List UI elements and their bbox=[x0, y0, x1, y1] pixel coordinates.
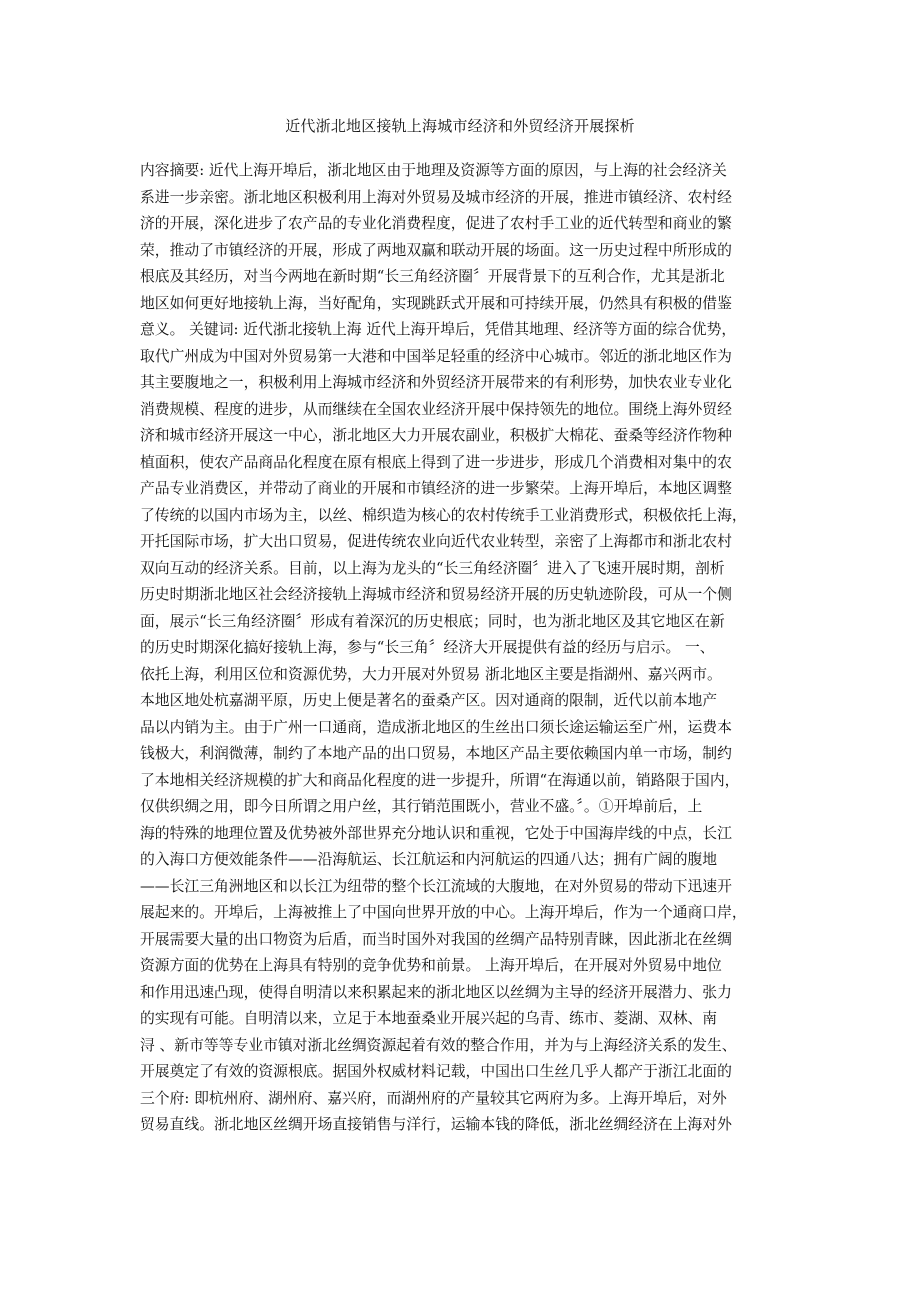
body-line: 开展需要大量的出口物资为后盾，而当时国外对我国的丝绸产品特别青睐，因此浙北在丝绸 bbox=[140, 930, 732, 948]
body-line: 内容摘要: 近代上海开埠后，浙北地区由于地理及资源等方面的原因，与上海的社会经济关 bbox=[140, 162, 727, 179]
body-line: 的历史时期深化搞好接轨上海，参与“长三角〞经济大开展提供有益的经历与启示。 一、 bbox=[140, 639, 715, 656]
body-line: 了传统的以国内市场为主，以丝、棉织造为核心的农村传统手工业消费形式，积极依托上海， bbox=[140, 506, 747, 524]
body-line: 历史时期浙北地区社会经济接轨上海城市经济和贸易经济开展的历史轨迹阶段，可从一个侧 bbox=[140, 586, 732, 603]
body-line: 取代广州成为中国对外贸易第一大港和中国举足轻重的经济中心城市。邻近的浙北地区作为 bbox=[140, 347, 732, 365]
body-line: 济和城市经济开展这一中心，浙北地区大力开展农副业，积极扩大棉花、蚕桑等经济作物种 bbox=[140, 427, 732, 444]
body-line: 荣，推动了市镇经济的开展，形成了两地双赢和联动开展的场面。这一历史过程中所形成的 bbox=[140, 241, 732, 259]
body-line: 开展奠定了有效的资源根底。据国外权威材料记载，中国出口生丝几乎人都产于浙江北面的 bbox=[140, 1063, 732, 1080]
body-line: 开托国际市场，扩大出口贸易，促进传统农业向近代农业转型，亲密了上海都市和浙北农村 bbox=[140, 533, 732, 550]
body-line: 三个府: 即杭州府、湖州府、嘉兴府，而湖州府的产量较其它两府为多。上海开埠后，对外 bbox=[140, 1089, 727, 1107]
body-line: 植面积，使农产品商品化程度在原有根底上得到了进一步进步，形成几个消费相对集中的农 bbox=[140, 453, 732, 471]
body-line: 了本地相关经济规模的扩大和商品化程度的进一步提升，所谓“在海通以前，销路限于国内， bbox=[140, 771, 740, 789]
body-line: 消费规模、程度的进步，从而继续在全国农业经济开展中保持领先的地位。围绕上海外贸经 bbox=[140, 400, 732, 418]
body-line: 贸易直线。浙北地区丝绸开场直接销售与洋行，运输本钱的降低，浙北丝绸经济在上海对外 bbox=[140, 1116, 732, 1133]
body-line: 地区如何更好地接轨上海，当好配角，实现跳跃式开展和可持续开展，仍然具有积极的借鉴 bbox=[140, 294, 732, 312]
body-line: 和作用迅速凸现，使得自明清以来积累起来的浙北地区以丝绸为主导的经济开展潜力、张力 bbox=[140, 983, 732, 1001]
body-line: 面，展示“长三角经济圈〞形成有着深沉的历史根底；同时，也为浙北地区及其它地区在新 bbox=[140, 612, 725, 630]
body-line: 海的特殊的地理位置及优势被外部世界充分地认识和重视，它处于中国海岸线的中点，长江 bbox=[140, 824, 732, 842]
body-line: 仅供织绸之用，即今日所谓之用户丝，其行销范围既小，营业不盛。〞。①开埠前后，上 bbox=[140, 798, 703, 815]
body-line: 本地区地处杭嘉湖平原，历史上便是著名的蚕桑产区。因对通商的限制，近代以前本地产 bbox=[140, 692, 718, 709]
body-line: 济的开展，深化进步了农产品的专业化消费程度，促进了农村手工业的近代转型和商业的繁 bbox=[140, 215, 732, 232]
body-line: 依托上海，利用区位和资源优势，大力开展对外贸易 浙北地区主要是指湖州、嘉兴两市。 bbox=[140, 665, 722, 683]
body-line: 其主要腹地之一，积极利用上海城市经济和外贸经济开展带来的有利形势，加快农业专业化 bbox=[140, 374, 732, 391]
body-line: 展起来的。开埠后，上海被推上了中国向世界开放的中心。上海开埠后，作为一个通商口岸， bbox=[140, 904, 747, 921]
document-body bbox=[140, 158, 800, 1139]
body-line: 产品专业消费区，并带动了商业的开展和市镇经济的进一步繁荣。上海开埠后，本地区调整 bbox=[140, 480, 732, 497]
body-line: 浔 、新市等等专业市镇对浙北丝绸资源起着有效的整合作用，并为与上海经济关系的发生、 bbox=[140, 1036, 737, 1054]
body-line: 系进一步亲密。浙北地区积极利用上海对外贸易及城市经济的开展，推进市镇经济、农村经 bbox=[140, 188, 732, 206]
body-line: 意义。 关键词: 近代浙北接轨上海 近代上海开埠后，凭借其地理、经济等方面的综合优势， bbox=[140, 321, 737, 338]
body-line: 双向互动的经济关系。目前，以上海为龙头的“长三角经济圈〞进入了飞速开展时期，剖析 bbox=[140, 559, 725, 577]
body-line: 钱极大，利润微薄，制约了本地产品的出口贸易，本地区产品主要依赖国内单一市场，制约 bbox=[140, 745, 732, 762]
body-line: 的入海口方便效能条件——沿海航运、长江航运和内河航运的四通八达；拥有广阔的腹地 bbox=[140, 851, 718, 868]
body-line: ——长江三角洲地区和以长江为纽带的整个长江流域的大腹地，在对外贸易的带动下迅速开 bbox=[140, 877, 732, 895]
body-line: 资源方面的优势在上海具有特别的竞争优势和前景。 上海开埠后，在开展对外贸易中地位 bbox=[140, 957, 722, 974]
body-line: 的实现有可能。自明清以来，立足于本地蚕桑业开展兴起的乌青、练市、菱湖、双林、南 bbox=[140, 1010, 718, 1027]
body-line: 品以内销为主。由于广州一口通商，造成浙北地区的生丝出口须长途运输运至广州，运费本 bbox=[140, 718, 732, 736]
body-line: 根底及其经历，对当今两地在新时期“长三角经济圈〞开展背景下的互利合作，尤其是浙北 bbox=[140, 268, 725, 285]
document-title: 近代浙北地区接轨上海城市经济和外贸经济开展探析 bbox=[285, 117, 635, 135]
